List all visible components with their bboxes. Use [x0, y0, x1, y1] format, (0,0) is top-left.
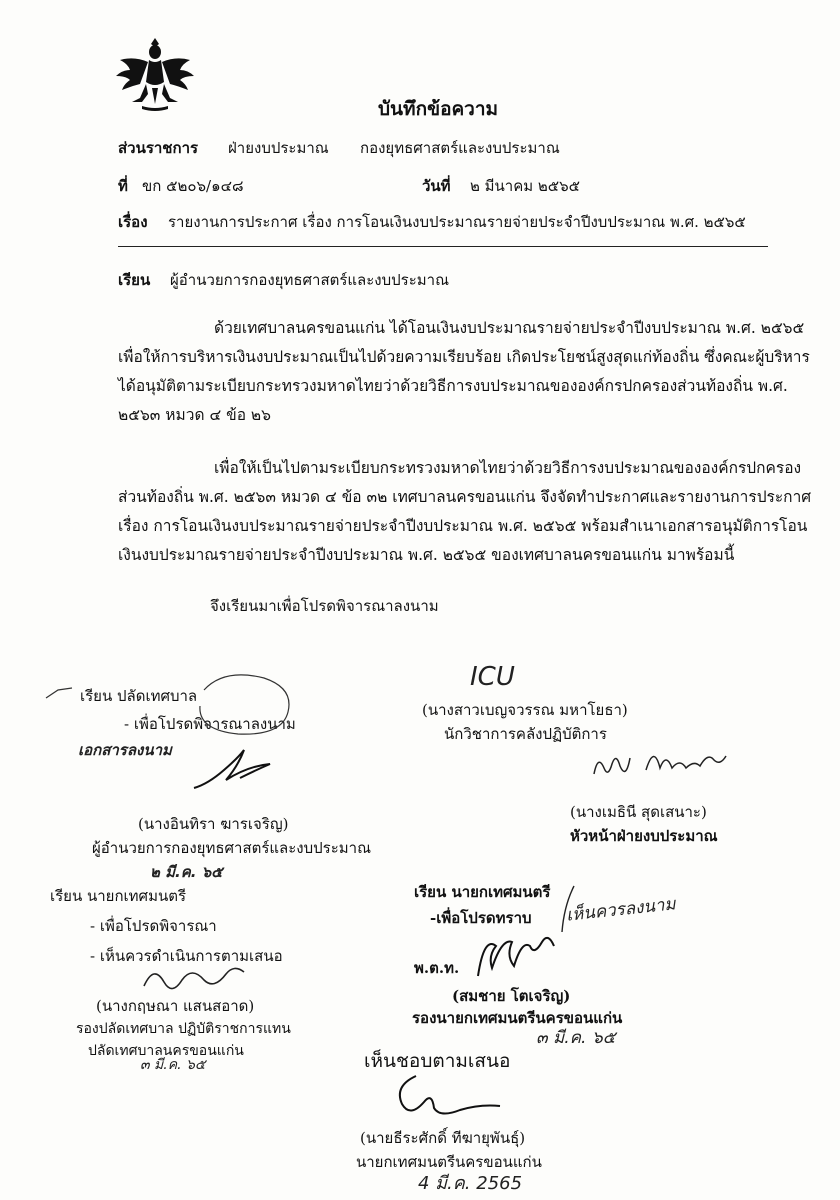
head-position: หัวหน้าฝ่ายงบประมาณ [570, 827, 718, 845]
clerk-position2: ปลัดเทศบาลนครขอนแก่น [88, 1043, 244, 1059]
mayor-date: 4 มี.ค. 2565 [418, 1173, 523, 1194]
agency-value-bureau: กองยุทธศาสตร์และงบประมาณ [360, 139, 560, 157]
clerk-date: ๓ มี.ค. ๖๕ [140, 1057, 206, 1073]
salutation-label: เรียน [118, 271, 151, 289]
deputy-mayor-signature-icon [470, 928, 560, 984]
memo-title: บันทึกข้อความ [378, 98, 499, 120]
ref-value: ขก ๕๒๐๖/๑๔๘ [142, 177, 244, 195]
deputy-mayor-name: (สมชาย โตเจริญ) [452, 987, 571, 1005]
clerk-name: (นางกฤษณา แสนสอาด) [96, 997, 255, 1015]
body-paragraph-1 [118, 314, 810, 430]
note-mayor-left-line3: - เห็นควรดำเนินการตามเสนอ [90, 947, 283, 965]
body-paragraph-2 [118, 454, 812, 570]
hand-scribble-circle-icon [196, 670, 296, 740]
director-position: ผู้อำนวยการกองยุทธศาสตร์และงบประมาณ [92, 839, 372, 857]
deputy-mayor-date: ๓ มี.ค. ๖๕ [536, 1028, 616, 1048]
mayor-signature-icon [392, 1068, 502, 1118]
deputy-mayor-rank: พ.ต.ท. [414, 959, 460, 977]
body-line: ๒๕๖๓ หมวด ๔ ข้อ ๒๖ [118, 406, 271, 424]
mayor-position: นายกเทศมนตรีนครขอนแก่น [356, 1153, 542, 1171]
hand-bracket-icon [558, 884, 578, 934]
header-divider [118, 246, 768, 247]
agency-label: ส่วนราชการ [118, 139, 199, 157]
body-line: เพื่อให้เป็นไปตามระเบียบกระทรวงมหาดไทยว่าด้วยวิธีการงบประมาณขององค์กรปกครอง [214, 459, 802, 477]
note-mayor-right-line1: เรียน นายกเทศมนตรี [414, 883, 551, 901]
director-name: (นางอินทิรา ฆารเจริญ) [138, 815, 289, 833]
note-clerk-line1: เรียน ปลัดเทศบาล [80, 687, 198, 705]
director-signature-icon [188, 748, 288, 794]
officer-name: (นางสาวเบญจวรรณ มหาโยธา) [422, 701, 628, 719]
deputy-mayor-position: รองนายกเทศมนตรีนครขอนแก่น [412, 1009, 623, 1027]
body-line: ส่วนท้องถิ่น พ.ศ. ๒๕๖๓ หมวด ๔ ข้อ ๓๒ เทศบาลนครขอนแก่น จึงจัดทำประกาศและรายงานการประกาศ [118, 488, 812, 506]
date-label: วันที่ [422, 177, 451, 195]
officer-signature-initials: ICU [470, 662, 515, 692]
subject-value: รายงานการประกาศ เรื่อง การโอนเงินงบประมาณรายจ่ายประจำปีงบประมาณ พ.ศ. ๒๕๖๕ [168, 213, 746, 231]
head-signature-icon [590, 746, 760, 786]
closing-line: จึงเรียนมาเพื่อโปรดพิจารณาลงนาม [210, 597, 439, 615]
head-name: (นางเมธินี สุดเสนาะ) [570, 803, 707, 821]
salutation-value: ผู้อำนวยการกองยุทธศาสตร์และงบประมาณ [170, 271, 450, 289]
note-mayor-right-handwritten: เห็นควรลงนาม [565, 894, 677, 926]
director-date: ๒ มี.ค. ๖๕ [150, 863, 223, 881]
date-value: ๒ มีนาคม ๒๕๖๕ [470, 177, 581, 195]
body-line: ได้อนุมัติตามระเบียบกระทรวงมหาดไทยว่าด้วยวิธีการงบประมาณขององค์กรปกครองส่วนท้องถิ่น พ.ศ. [118, 377, 788, 395]
ref-label: ที่ [118, 177, 128, 195]
note-mayor-right-line2: -เพื่อโปรดทราบ [430, 909, 532, 927]
note-mayor-left-line2: - เพื่อโปรดพิจารณา [90, 917, 217, 935]
clerk-signature-icon [140, 958, 250, 994]
subject-label: เรื่อง [118, 213, 148, 231]
garuda-emblem-icon [112, 32, 198, 114]
agency-value-division: ฝ่ายงบประมาณ [228, 139, 329, 157]
note-clerk-handwritten: เอกสารลงนาม [78, 741, 172, 759]
note-mayor-left-line1: เรียน นายกเทศมนตรี [50, 887, 187, 905]
officer-position: นักวิชาการคลังปฏิบัติการ [444, 725, 607, 743]
pen-stroke-icon [44, 686, 74, 700]
approval-text: เห็นชอบตามเสนอ [364, 1050, 511, 1072]
body-line: เงินงบประมาณรายจ่ายประจำปีงบประมาณ พ.ศ. ๒๕๖๕ ของเทศบาลนครขอนแก่น มาพร้อมนี้ [118, 546, 735, 564]
body-line: ด้วยเทศบาลนครขอนแก่น ได้โอนเงินงบประมาณรายจ่ายประจำปีงบประมาณ พ.ศ. ๒๕๖๕ [214, 319, 805, 337]
mayor-name: (นายธีระศักดิ์ ทีฆายุพันธุ์) [360, 1129, 526, 1147]
clerk-position1: รองปลัดเทศบาล ปฏิบัติราชการแทน [76, 1021, 291, 1037]
body-line: เรื่อง การโอนเงินงบประมาณรายจ่ายประจำปีงบประมาณ พ.ศ. ๒๕๖๕ พร้อมสำเนาเอกสารอนุมัติการโอน [118, 517, 808, 535]
note-clerk-line2: - เพื่อโปรดพิจารณาลงนาม [124, 715, 296, 733]
body-line: เพื่อให้การบริหารเงินงบประมาณเป็นไปด้วยความเรียบร้อย เกิดประโยชน์สูงสุดแก่ท้องถิ่น ซึ่งคณะผู้บริหาร [118, 348, 810, 366]
